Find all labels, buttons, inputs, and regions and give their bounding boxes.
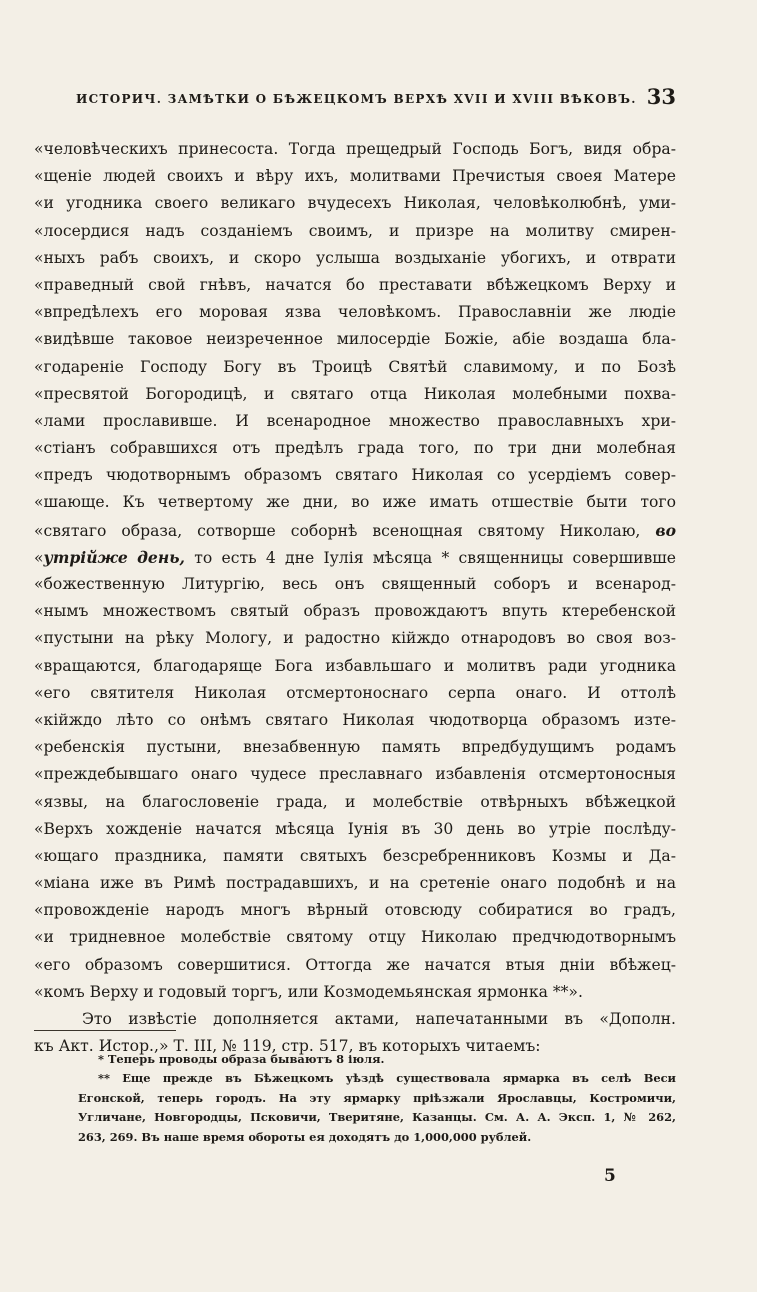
text-line: «лосердися надъ созданіемъ своимъ, и призре на молитву смирен- [34,221,676,240]
footnotes [78,1050,676,1147]
footnote-line: * Теперь проводы образа бываютъ 8 іюля. [98,1052,385,1066]
text-line: «праведный свой гнѣвъ, начатся бо преставати вбѣжецкомъ Верху и [34,275,676,294]
text-line: «его святителя Николая отсмертоноснаго серпа онаго. И оттолѣ [34,683,676,702]
text-line: «язвы, на благословеніе града, и молебствіе отвѣрныхъ вбѣжецкой [34,792,676,811]
main-text [34,136,676,1060]
line-text: то есть 4 дне Іулія мѣсяца * священницы совершивше [194,548,676,567]
line-text: «святаго образа, сотворше соборнѣ всенощная святому Николаю, [34,521,641,540]
footnote-rule [34,1030,176,1031]
text-line: «вращаются, благодаряще Бога избавльшаго и молитвъ ради угодника [34,656,676,675]
text-line: «шающе. Къ четвертому же дни, во иже имать отшествіе быти того [34,493,676,512]
text-line: «видѣвше таковое неизреченное милосердіе Божіе, абіе воздаша бла- [34,330,676,349]
text-line-with-emphasis: «утрійже день, то есть 4 дне Іулія мѣсяца * священницы совершивше [34,547,676,567]
footnote-line: Егонской, теперь городъ. На эту ярмарку пріѣзжали Ярославцы, Костромичи, [78,1090,676,1105]
text-line: «и тридневное молебствіе святому отцу Николаю предчюдотворнымъ [34,928,676,947]
text-line: «преждебывшаго онаго чудесе преславнаго избавленія отсмертоносныя [34,765,676,784]
text-line: «стіанъ собравшихся отъ предѣлъ града того, по три дни молебная [34,439,676,458]
text-line: «Верхъ хожденіе начатся мѣсяца Іунія въ 30 день во утріе послѣду- [34,819,676,838]
text-line: «кійждо лѣто со онѣмъ святаго Николая чюдотворца образомъ изте- [34,710,676,729]
text-line: «нымъ множествомъ святый образъ провождаютъ впуть ктеребенской [34,602,676,621]
text-line: «ребенскія пустыни, внезабвенную память впредбудущимъ родамъ [34,738,676,757]
emphasis-word: день, [137,547,185,567]
text-line: «лами прославивше. И всенародное множество православныхъ хри- [34,411,676,430]
text-line: «божественную Литургію, весь онъ священный соборъ и всенарод- [34,575,676,593]
text-line: «комъ Верху и годовый торгъ, или Козмодемьянская ярмонка **». [34,982,583,1001]
text-line: «міана иже въ Римѣ пострадавшихъ, и на сретеніе онаго подобнѣ и на [34,874,676,893]
text-line: «предъ чюдотворнымъ образомъ святаго Николая со усердіемъ совер- [34,466,676,485]
text-line: «годареніе Господу Богу въ Троицѣ Святѣй славимому, и по Бозѣ [34,357,676,376]
text-line: «и угодника своего великаго вчудесехъ Николая, человѣколюбнѣ, уми- [34,194,676,213]
page-number: 33 [646,84,676,109]
text-line-with-emphasis [34,517,676,544]
text-line: «пустыни на рѣку Мологу, и радостно кійждо отнародовъ во своя воз- [34,629,676,648]
text-line: «человѣческихъ принесоста. Тогда прещедрый Господь Богъ, видя обра- [34,140,676,158]
text-line: «щеніе людей своихъ и вѣру ихъ, молитвами Пречистыя своея Матере [34,167,676,186]
text-line: «впредѣлехъ его моровая язва человѣкомъ. Православніи же людіе [34,303,676,322]
footnote-line: ** Еще прежде въ Бѣжецкомъ уѣздѣ существовала ярмарка въ селѣ Веси [98,1071,676,1086]
paragraph-start-line: Это извѣстіе дополняется актами, напечатанными въ «Дополн. [82,1010,676,1028]
text-line: «ющаго праздника, памяти святыхъ безсребренниковъ Козмы и Да- [34,846,676,865]
page-header [76,84,676,116]
text-line: къ Акт. Истор.,» Т. III, № 119, стр. 517, въ которыхъ читаемъ: [34,1037,541,1056]
text-line: «провожденіе народъ многъ вѣрный отовсюду собиратися во градъ, [34,901,676,920]
signature-mark: 5 [604,1166,616,1186]
text-line: «его образомъ совершитися. Оттогда же начатся втыя дніи вбѣжец- [34,955,676,974]
emphasis-word: во [655,520,676,540]
footnote-line: 263, 269. Въ наше время обороты ея доходятъ до 1,000,000 рублей. [78,1129,532,1144]
text-line: «ныхъ рабъ своихъ, и скоро услыша воздыханіе убогихъ, и отврати [34,248,676,267]
running-head: ИСТОРИЧ. ЗАМѢТКИ О БѢЖЕЦКОМЪ ВЕРХѢ XVII И XVIII ВѢКОВЪ. [76,92,637,106]
text-line: «пресвятой Богородицѣ, и святаго отца Николая молебными похва- [34,384,676,403]
footnote-line: Угличане, Новгородцы, Псковичи, Тверитяне, Казанцы. См. А. А. Эксп. 1, № 262, [78,1110,676,1125]
emphasis-word: утрійже [43,547,128,567]
